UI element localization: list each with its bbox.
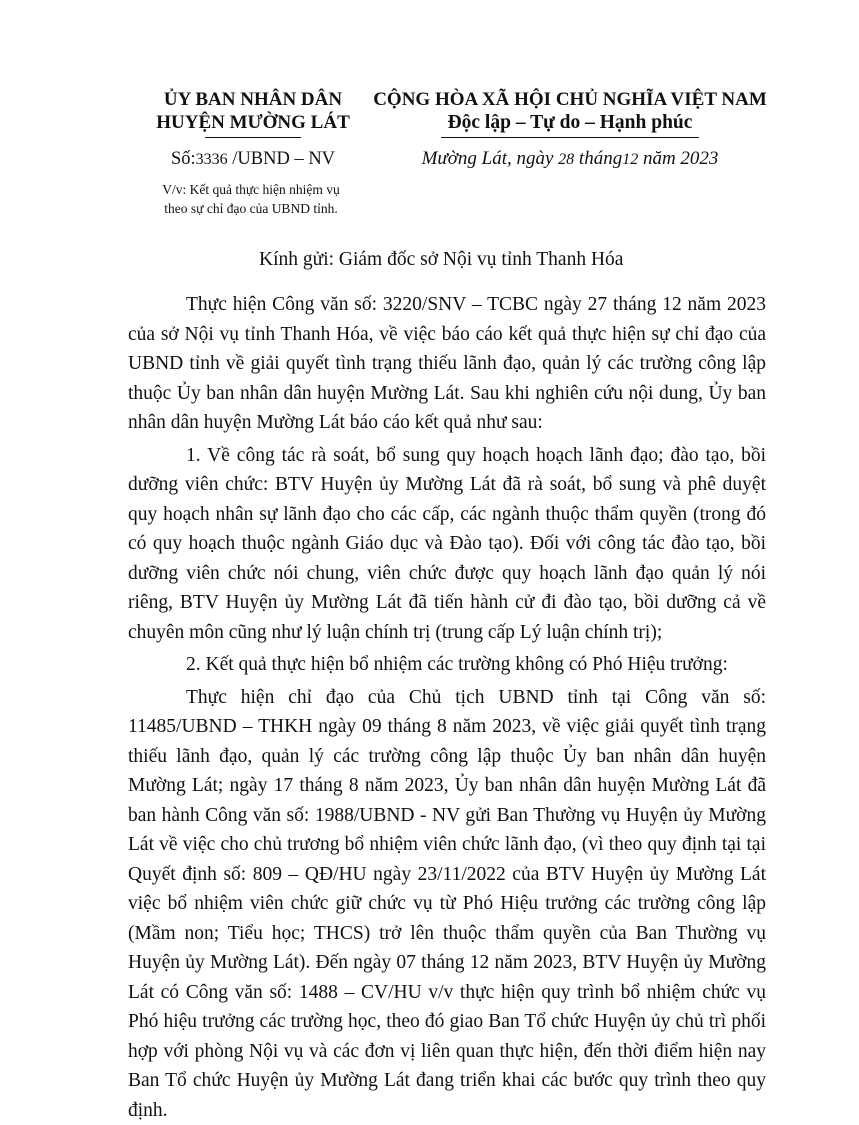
issuing-district: HUYỆN MƯỜNG LÁT [138, 111, 368, 135]
document-subject [120, 180, 382, 218]
doc-no-prefix: Số: [171, 149, 196, 169]
body-paragraph: Thực hiện Công văn số: 3220/SNV – TCBC ngày 27 tháng 12 năm 2023 của sở Nội vụ tỉnh Thanh Hóa, về việc báo cáo kết quả thực hiện sự chỉ đạo của UBND tỉnh về giải quyết tình trạng thiếu lãnh đạo, quản lý các trường công lập thuộc Ủy ban nhân dân huyện Mường Lát. Sau khi nghiên cứu nội dung, Ủy ban nhân dân huyện Mường Lát báo cáo kết quả như sau: [128, 290, 766, 438]
date-prefix: Mường Lát, ngày [422, 148, 559, 169]
document-number [138, 147, 368, 172]
body-paragraph: 2. Kết quả thực hiện bổ nhiệm các trường không có Phó Hiệu trưởng: [128, 650, 766, 680]
national-motto: Độc lập – Tự do – Hạnh phúc [370, 111, 770, 135]
document-date [370, 147, 770, 172]
motto-underline [441, 137, 699, 138]
date-mid: tháng [574, 148, 622, 169]
date-month: 12 [622, 151, 638, 168]
recipient-line: Kính gửi: Giám đốc sở Nội vụ tỉnh Thanh Hóa [259, 248, 623, 272]
subject-line-1: V/v: Kết quả thực hiện nhiệm vụ [120, 180, 382, 199]
body-paragraph: Thực hiện chỉ đạo của Chủ tịch UBND tỉnh tại Công văn số: 11485/UBND – THKH ngày 09 tháng 8 năm 2023, về việc giải quyết tình trạng thiếu lãnh đạo, quản lý các trường công lập thuộc Ủy ban nhân dân huyện Mường Lát; ngày 17 tháng 8 năm 2023, Ủy ban nhân dân huyện Mường Lát đã ban hành Công văn số: 1988/UBND - NV gửi Ban Thường vụ Huyện ủy Mường Lát về việc cho chủ trương bổ nhiệm viên chức lãnh đạo, (vì theo quy định tại tại Quyết định số: 809 – QĐ/HU ngày 23/11/2022 của BTV Huyện ủy Mường Lát việc bổ nhiệm viên chức giữ chức vụ từ Phó Hiệu trưởng các trường công lập (Mầm non; Tiểu học; THCS) trở lên thuộc thẩm quyền của Ban Thường vụ Huyện ủy Mường Lát). Đến ngày 07 tháng 12 năm 2023, BTV Huyện ủy Mường Lát có Công văn số: 1488 – CV/HU v/v thực hiện quy trình bổ nhiệm chức vụ Phó hiệu trưởng các trường học, theo đó giao Ban Tổ chức Huyện ủy chủ trì phối hợp với phòng Nội vụ và các đơn vị liên quan thực hiện, đến thời điểm hiện nay Ban Tổ chức Huyện ủy Mường Lát đang triển khai các bước quy trình theo quy định. [128, 683, 766, 1125]
doc-no-value: 3336 [196, 151, 228, 168]
national-title: CỘNG HÒA XÃ HỘI CHỦ NGHĨA VIỆT NAM [370, 88, 770, 112]
document-body [128, 290, 766, 1125]
issuing-authority: ỦY BAN NHÂN DÂN [138, 88, 368, 112]
subject-line-2: theo sự chỉ đạo của UBND tỉnh. [120, 199, 382, 218]
body-paragraph: 1. Về công tác rà soát, bổ sung quy hoạch hoạch lãnh đạo; đào tạo, bồi dưỡng viên chức: BTV Huyện ủy Mường Lát đã rà soát, bổ sung và phê duyệt quy hoạch nhân sự lãnh đạo cho các cấp, các ngành thuộc thẩm quyền (trong đó có quy hoạch thuộc ngành Giáo dục và Đào tạo). Đối với công tác đào tạo, bồi dưỡng viên chức nói chung, viên chức được quy hoạch lãnh đạo quản lý nói riêng, BTV Huyện ủy Mường Lát đã tiến hành cử đi đào tạo, bồi dưỡng cả về chuyên môn cũng như lý luận chính trị (trung cấp Lý luận chính trị); [128, 441, 766, 648]
date-day: 28 [558, 151, 574, 168]
date-suffix: năm 2023 [638, 148, 718, 169]
authority-underline [205, 137, 301, 138]
doc-no-suffix: /UBND – NV [228, 149, 335, 169]
